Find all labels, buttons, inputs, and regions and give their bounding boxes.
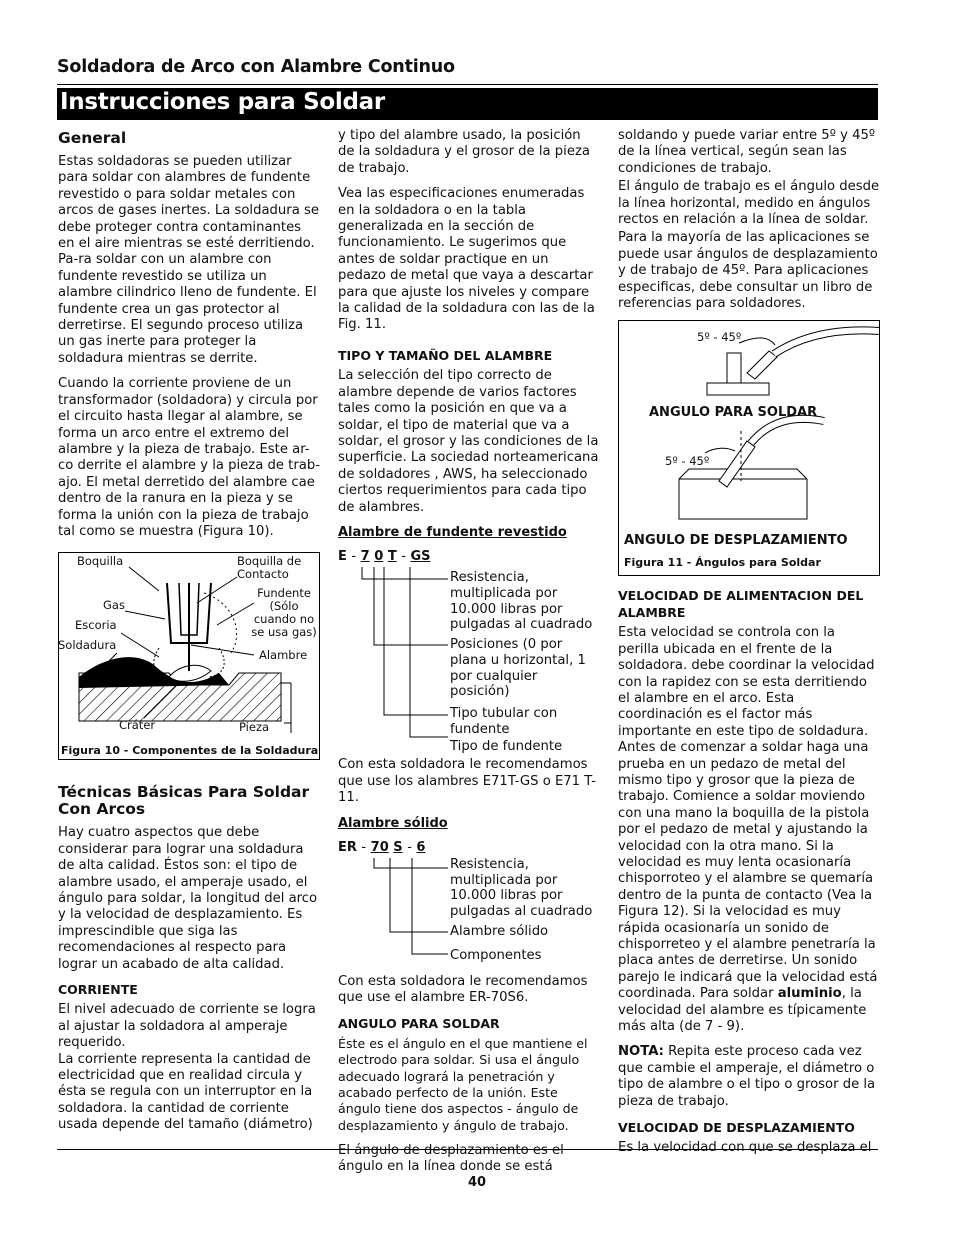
column-1: [58, 128, 320, 1143]
code2-note: Con esta soldadora le recomendamos que use el alambre ER-70S6.: [338, 973, 588, 1006]
label-alambre-solido: Alambre sólido: [450, 923, 549, 939]
col3-paragraph-2: El ángulo de trabajo es el ángulo desde la línea horizontal, medido en ángulos rectos en relación a la línea de soldar.: [618, 179, 880, 228]
col2-paragraph-1: y tipo del alambre usado, la posición de la soldadura y el grosor de la pieza de trabajo.: [338, 128, 590, 176]
tecnicas-heading: Técnicas Básicas Para Soldar Con Arcos: [58, 783, 310, 819]
label-fundente: Fundente (Sólo cuando no se usa gas): [251, 586, 317, 640]
col3-paragraph-1: soldando y puede variar entre 5º y 45º de la línea vertical, según sean las condiciones de trabajo.: [618, 128, 876, 176]
solido-code-diagram: [338, 840, 600, 968]
label-angulo-soldar: ANGULO PARA SOLDAR: [649, 405, 818, 421]
tecnicas-paragraph: Hay cuatro aspectos que debe considerar para lograr una soldadura de alta calidad. Éstos son: el tipo de alambre usado, el amperaje usado, el ángulo para soldar, la longitud del arco y la velocidad de desplazamiento. Es imprescindible que siga las recomendaciones al respecto para lograr un acabado de alta calidad.: [58, 825, 318, 972]
tipo-paragraph: La selección del tipo correcto de alambre depende de varios factores tales como la posición en que va a soldar, el tipo de material que va a soldar, el grosor y las condiciones de la superficie. La sociedad norteamericana de soldadores , AWS, ha seleccionado ciertos requerimientos para cada tipo de alambres.: [338, 368, 599, 515]
column-2: [338, 128, 600, 1185]
angulo-paragraph-1: Éste es el ángulo en el que mantiene el electrodo para soldar. Si usa el ángulo adecuado logrará la penetración y acabado perfecto de la unión. Este ángulo tiene dos aspectos - ángulo de desplazamiento y ángulo de trabajo.: [338, 1036, 588, 1133]
solido-code: ER - 70 S - 6: [338, 839, 426, 855]
solido-code-leaders: [338, 840, 458, 970]
figure-10-caption: Figura 10 - Componentes de la Soldadura: [61, 744, 319, 758]
label-pieza: Pieza: [239, 720, 270, 735]
tipo-heading: TIPO Y TAMAÑO DEL ALAMBRE: [338, 347, 553, 363]
nota-paragraph: NOTA: Repita este proceso cada vez que cambie el amperaje, el diámetro o tipo de alambre o el tipo o grosor de la pieza de trabajo.: [618, 1044, 876, 1109]
label-alambre: Alambre: [259, 648, 308, 663]
angle-label-1: 5º - 45º: [697, 330, 742, 345]
label-soldadura: Soldadura: [58, 638, 117, 653]
welding-angles-diagram: [619, 321, 879, 546]
page-title: Instrucciones para Soldar: [60, 89, 385, 115]
general-heading: General: [58, 129, 127, 147]
header-rule: [57, 84, 878, 85]
vel-desp-heading: VELOCIDAD DE DESPLAZAMIENTO: [618, 1120, 855, 1136]
label-resistencia: Resistencia, multiplicada por 10.000 libras por pulgadas al cuadrado: [450, 570, 593, 633]
angulo-heading: ANGULO PARA SOLDAR: [338, 1015, 500, 1031]
corriente-heading: CORRIENTE: [58, 982, 138, 997]
label-gas: Gas: [103, 598, 125, 613]
code1-note: Con esta soldadora le recomendamos que use los alambres E71T-GS o E71 T-11.: [338, 757, 596, 806]
label-componentes: Componentes: [450, 947, 542, 963]
label-tubular: Tipo tubular con fundente: [450, 706, 558, 738]
angulo-paragraph-2: El ángulo de desplazamiento es el ángulo en la línea donde se está: [338, 1142, 564, 1175]
label-tipo-fundente: Tipo de fundente: [450, 739, 563, 755]
label-resistencia-2: Resistencia, multiplicada por 10.000 libras por pulgadas al cuadrado: [450, 856, 593, 920]
fundente-heading: Alambre de fundente revestido: [338, 524, 567, 540]
footer-rule: [57, 1149, 878, 1150]
vel-desp-paragraph: Es la velocidad con que se desplaza el: [618, 1140, 872, 1156]
figure-11-caption: Figura 11 - Ángulos para Soldar: [624, 556, 821, 570]
solido-heading: Alambre sólido: [338, 815, 448, 831]
label-angulo-desplazamiento: ANGULO DE DESPLAZAMIENTO: [624, 533, 848, 549]
label-posiciones: Posiciones (0 por plana u horizontal, 1 por cualquier posición): [450, 637, 586, 700]
label-boquilla-contacto: Boquilla de Contacto: [237, 554, 302, 582]
title-bar: [57, 88, 878, 120]
section-subtitle: Soldadora de Arco con Alambre Continuo: [57, 57, 455, 77]
corriente-paragraph-2: La corriente representa la cantidad de electricidad que en realidad circula y ésta se regula con un interruptor en la soldadora. la cantidad de corriente usada depende del tamaño (diámetro): [58, 1051, 313, 1133]
column-3: [618, 128, 880, 1166]
general-paragraph-2: Cuando la corriente proviene de un transformador (soldadora) y circula por el circuito hasta llegar al alambre, se forma un arco entre el extremo del alambre y la pieza de trabajo. Este ar-co derrite el alambre y la pieza de trab-ajo. El metal derretido del alambre cae dentro de la ranura en la pieza y se forma la unión con la pieza de trabajo tal como se muestra (Figura 10).: [58, 376, 320, 539]
figure-11: [618, 320, 880, 576]
angle-label-2: 5º - 45º: [665, 454, 710, 469]
label-boquilla: Boquilla: [77, 554, 124, 569]
col3-paragraph-3: Para la mayoría de las aplicaciones se puede usar ángulos de desplazamiento y de trabajo de 45º. Para aplicaciones especificas, debe consultar un libro de referencias para soldadores.: [618, 230, 878, 312]
figure-10: [58, 552, 320, 760]
fundente-code-diagram: [338, 549, 600, 755]
vel-alim-heading: VELOCIDAD DE ALIMENTACION DEL ALAMBRE: [618, 588, 864, 620]
label-crater: Cráter: [119, 718, 156, 733]
page-number: 40: [467, 1175, 487, 1190]
corriente-paragraph-1: El nivel adecuado de corriente se logra al ajustar la soldadora al amperaje requerido.: [58, 1002, 316, 1051]
fundente-code: E - 7 0 T - GS: [338, 549, 431, 565]
fundente-code-leaders: [338, 549, 458, 749]
label-escoria: Escoria: [75, 618, 117, 633]
general-paragraph-1: Estas soldadoras se pueden utilizar para soldar con alambres de fundente revestido o para soldar metales con arcos de gases inertes. La soldadura se debe proteger contra contaminantes en el aire mientras se esté derritiendo. Pa-ra soldar con un alambre con fundente revestido se utiliza un alambre cilindrico lleno de fundente. El fundente crea un gas protector al derretirse. El segundo proceso utiliza un gas inerte para proteger la soldadura mientras se derrite.: [58, 154, 319, 366]
col2-paragraph-2: Vea las especificaciones enumeradas en la soldadora o en la tabla generalizada en la sección de funcionamiento. Le sugerimos que antes de soldar practique en un pedazo de metal que vaya a descartar para que ajuste los niveles y compare la calidad de la soldadura con las de la Fig. 11.: [338, 186, 595, 333]
vel-alim-paragraph: Esta velocidad se controla con la perilla ubicada en el frente de la soldadora. debe coordinar la velocidad con la rapidez con se esta derritiendo el alambre en el arco. Esta coordinación es el factor más importante en este tipo de soldadura. Antes de comenzar a soldar haga una prueba en un pedazo de metal del mismo tipo y grosor que la pieza de trabajo. Comience a soldar moviendo con una mano la boquilla de la pistola por el pedazo de metal y ajustando la velocidad con la otra mano. Si la velocidad es muy lenta ocasionaría chisporroteo y el alambre se quemaría dentro de la punta de contacto (Vea la Figura 12). Si la velocidad es muy rápida ocasionaría un sonido de chisporreteo y el alambre penetraría la placa antes de derretirse. Un sonido parejo le indicará que la velocidad está coordinada. Para soldar aluminio, la velocidad del alambre es típicamente más alta (de 7 - 9).: [618, 625, 878, 1035]
